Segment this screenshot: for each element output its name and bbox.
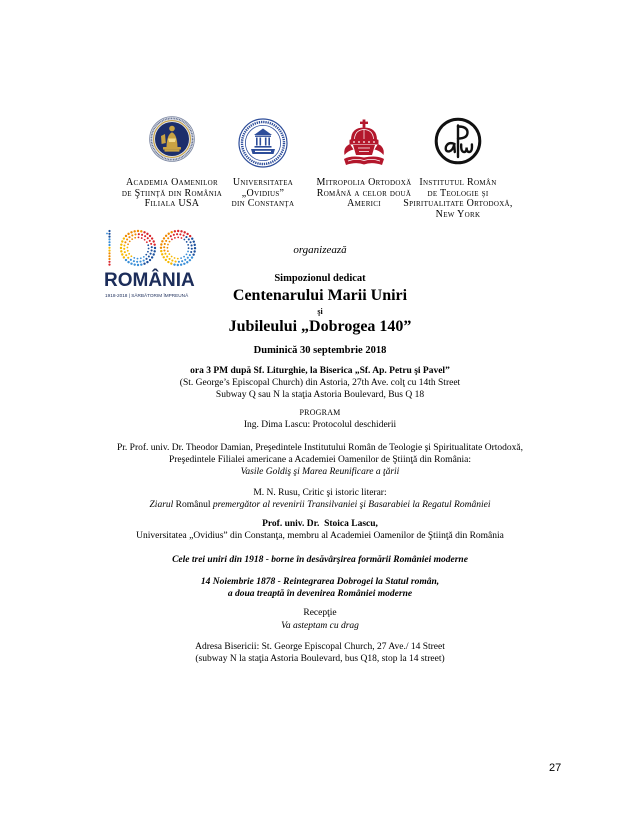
institutul-monogram-icon [434,117,482,165]
logo-dot [180,230,182,232]
logo-dot [130,259,132,261]
event-church: (St. George’s Episcopal Church) din Astoria, 27th Ave. colţ cu 14th Street [179,378,461,388]
partner-label-line: Mitropolia Ortodoxă [316,177,412,188]
logo-dot [139,261,141,263]
logo-dot [183,231,185,233]
logo-dot [174,257,176,259]
program-heading: PROGRAM [299,408,341,417]
logo-dot [108,258,110,260]
logo-dot [185,236,187,238]
logo-dot [108,236,110,238]
logo-dot [189,259,191,261]
program-rusu-speaker: M. N. Rusu, Critic şi istoric literar: [253,488,387,498]
logo-dot [130,231,132,233]
logo-dot [127,261,129,263]
logo-dot [137,264,139,266]
program-damian-line2: Preşedintele Filialei americane a Academiei Oamenilor de Ştiinţă din România: [168,455,472,465]
logo-dot [191,238,193,240]
logo-dot [186,241,188,243]
partner-label-line: Universitatea [232,177,294,188]
partner-label-line: Institutul Român [419,177,497,188]
logo-dot [189,235,191,237]
logo-dot [108,233,110,235]
logo-dot [165,240,167,242]
partner-label-line: Română a celor două [316,187,412,199]
logo-dot [137,230,139,232]
partner-label-line: Academia Oamenilor [126,177,218,188]
logo-dot [140,257,142,259]
event-title-line1: Centenarului Marii Uniri [232,287,408,304]
logo-dot [108,264,110,266]
logo-dot [134,233,136,235]
logo-dot [175,261,177,263]
program-theme-1878-line1: 14 Noiembrie 1878 - Reintegrarea Dobrogei la Statul român, [200,577,440,587]
logo-dot [123,237,125,239]
logo-dot [149,240,151,242]
logo-dot [167,261,169,263]
partner-label-line: Spiritualitate Ortodoxă, [403,198,513,210]
logo-dot [173,234,175,236]
logo-dot [143,231,145,233]
logo-dot [169,241,171,243]
partner-label-line: de Ştiinţă din România [121,187,223,199]
event-intro: Simpozionul dedicat [274,273,366,284]
logo-dot [108,230,110,232]
address-line1: Adresa Bisericii: St. George Episcopal Church, 27 Ave./ 14 Street [195,642,445,652]
logo-dot [125,235,127,237]
logo-dot [134,237,136,239]
event-date: Duminică 30 septembrie 2018 [253,345,387,356]
logo-dot [136,261,138,263]
logo-dot [177,237,179,239]
logo-dot [170,235,172,237]
partner-label-institutul [388,178,528,220]
program-theme-1918: Cele trei uniri din 1918 - borne în desăvârşirea formării României moderne [172,555,468,565]
academia-seal-icon [149,116,195,162]
centenary-wordmark: ROMÂNIA [104,270,195,291]
program-damian-line1: Pr. Prof. univ. Dr. Theodor Damian, Preşedintele Institutului Român de Teologie şi Spiritualitate Ortodoxă, [116,443,524,453]
logo-dot [133,230,135,232]
logo-dot [146,241,148,243]
logo-dot [181,260,183,262]
program-opening: Ing. Dima Lascu: Protocolul deschiderii [243,420,397,430]
reception-title: Recepţie [303,608,337,618]
logo-dot [149,259,151,261]
logo-dot [178,261,180,263]
logo-dot [180,264,182,266]
logo-dot [177,264,179,266]
program-lascu-speaker: Prof. univ. Dr. Stoica Lascu, [262,519,378,529]
logo-dot [131,234,133,236]
partner-label-line: Americi [347,198,381,210]
rusu-talk-rest: premergător al revenirii Transilvaniei şi Basarabiei la Regatul României [212,500,491,510]
logo-dot [165,259,167,261]
logo-dot [108,241,110,243]
logo-dot [171,260,173,262]
partner-label-line: de Teologie şi [427,187,489,199]
logo-dot [167,237,169,239]
centenary-tagline: 1918-2018 | SĂRBĂTORIM ÎMPREUNĂ [105,293,189,298]
logo-dot [143,260,145,262]
logo-dot [108,238,110,240]
logo-dot [133,257,135,259]
logo-dot [173,263,175,265]
logo-dot [121,240,123,242]
logo-dot [184,259,186,261]
organizer-verb: organizează [293,244,347,256]
logo-dot [193,240,195,242]
logo-dot [138,237,140,239]
partner-label-line: din Constanţa [231,198,295,210]
logo-dot [146,233,148,235]
logo-dot [145,258,147,260]
logo-dot [179,233,181,235]
logo-dot [177,258,179,260]
logo-dot [146,261,148,263]
page-number: 27 [549,762,562,774]
logo-dot [137,258,139,260]
logo-dot [125,259,127,261]
logo-dot [188,238,190,240]
logo-dot [183,239,185,241]
event-transit: Subway Q sau N la staţia Astoria Boulevard, Bus Q 18 [215,390,425,400]
ovidius-seal-icon [238,118,288,168]
logo-dot [141,234,143,236]
logo-dot [177,230,179,232]
logo-dot [151,237,153,239]
rusu-talk-prefix: Ziarul [149,500,174,510]
logo-dot [183,263,185,265]
mitropolia-crest-icon [341,119,387,167]
program-rusu-talk [0,500,640,511]
logo-dot [171,238,173,240]
logo-dot [108,261,110,263]
program-theme-1878-line2: a doua treaptă în devenirea României moderne [227,589,413,599]
logo-dot [140,230,142,232]
logo-dot [138,233,140,235]
logo-dot [133,260,135,262]
partner-label-line: Filiala USA [144,198,200,210]
partner-label-line: New York [435,208,481,220]
reception-invitation: Va asteptam cu drag [281,621,359,631]
logo-dot [190,241,192,243]
logo-dot [147,237,149,239]
logo-dot [131,238,133,240]
logo-dot [149,235,151,237]
logo-dot [127,257,129,259]
logo-dot [181,237,183,239]
logo-dot [140,263,142,265]
logo-dot [174,230,176,232]
logo-dot [127,233,129,235]
logo-dot [126,238,128,240]
logo-dot [186,261,188,263]
event-time-place: ora 3 PM după Sf. Liturghie, la Biserica „Sf. Ap. Petru şi Pavel” [190,366,450,376]
partner-label-line: „Ovidius” [241,187,285,199]
logo-dot [183,234,185,236]
rusu-talk-title: Românul [175,500,211,510]
logo-dot [144,235,146,237]
logo-dot [129,240,131,242]
logo-dot [180,257,182,259]
logo-dot [141,237,143,239]
logo-dot [170,262,172,264]
logo-dot [165,235,167,237]
logo-dot [169,258,171,260]
logo-dot [143,263,145,265]
logo-dot [153,240,155,242]
program-lascu-affiliation: Universitatea „Ovidius” din Constanţa, membru al Academiei Oamenilor de Ştiinţă din România [136,531,504,541]
logo-dot [163,237,165,239]
logo-dot [170,231,172,233]
logo-dot [161,240,163,242]
logo-dot [144,239,146,241]
event-title-conjunction: şi [317,307,323,316]
logo-dot [176,233,178,235]
address-line2: (subway N la staţia Astoria Boulevard, bus Q18, stop la 14 street) [195,654,445,664]
logo-dot [168,233,170,235]
logo-dot [106,233,108,235]
program-damian-talk: Vasile Goldiş şi Marea Reunificare a ţării [240,467,400,477]
logo-dot [186,233,188,235]
logo-dot [130,263,132,265]
logo-dot [174,237,176,239]
logo-dot [133,263,135,265]
logo-dot [128,236,130,238]
event-title-line2: Jubileului „Dobrogea 140” [228,318,412,335]
